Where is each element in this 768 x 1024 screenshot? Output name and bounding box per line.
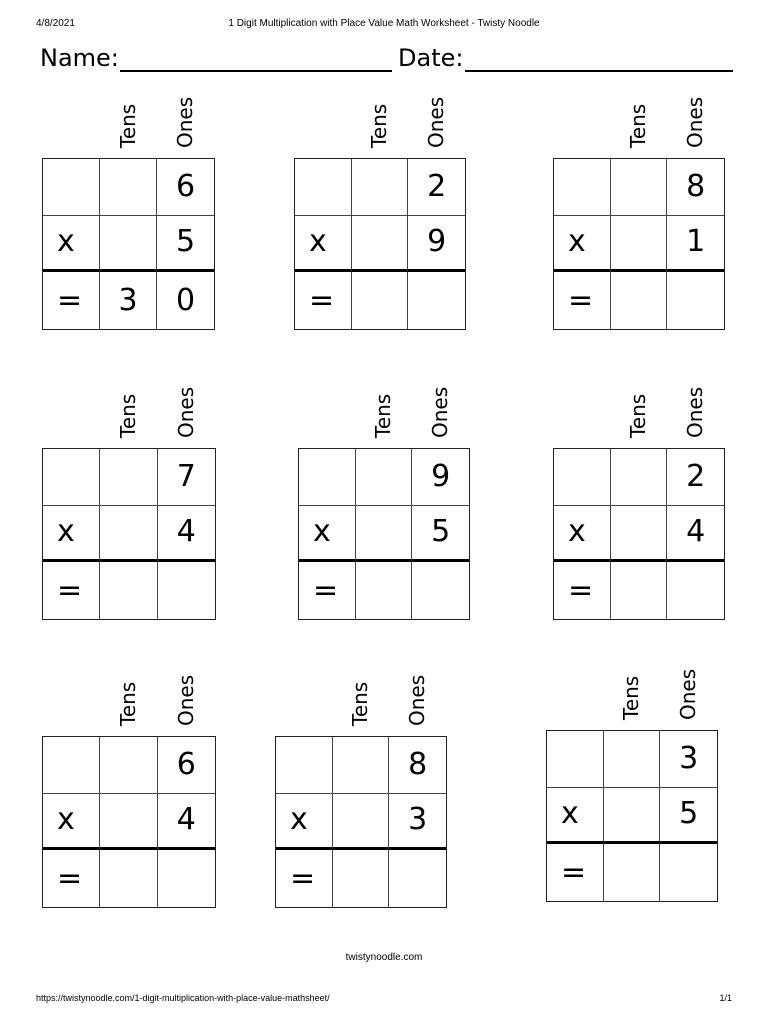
name-date-row	[40, 44, 740, 76]
empty-cell	[100, 506, 157, 563]
bottom-ones-digit: 4	[667, 506, 724, 563]
top-ones-digit: 8	[389, 737, 446, 794]
empty-cell	[547, 731, 604, 788]
answer-tens-cell[interactable]	[604, 844, 661, 901]
answer-ones-cell[interactable]	[408, 272, 465, 329]
empty-cell	[43, 449, 100, 506]
equals-sign: =	[554, 562, 611, 619]
ones-column-label: Ones	[424, 96, 449, 148]
place-value-table	[298, 448, 470, 620]
tens-column-label: Tens	[371, 393, 395, 438]
empty-cell	[611, 159, 668, 216]
empty-cell	[295, 159, 352, 216]
empty-cell	[43, 159, 100, 216]
place-value-table	[275, 736, 447, 908]
empty-cell	[604, 788, 661, 845]
ones-column-label: Ones	[683, 96, 708, 148]
page-title: 1 Digit Multiplication with Place Value Math Worksheet - Twisty Noodle	[228, 18, 540, 29]
answer-tens-cell[interactable]	[611, 272, 668, 329]
empty-cell	[352, 216, 409, 273]
equals-sign: =	[43, 272, 100, 329]
name-label: Name:	[40, 44, 119, 72]
empty-cell	[554, 449, 611, 506]
empty-cell	[100, 159, 157, 216]
ones-column-label: Ones	[173, 96, 198, 148]
date-label: Date:	[398, 44, 464, 72]
empty-cell	[100, 216, 157, 273]
answer-ones-cell[interactable]	[660, 844, 717, 901]
ones-column-label: Ones	[676, 668, 701, 720]
equals-sign: =	[43, 562, 100, 619]
tens-column-label: Tens	[115, 103, 140, 148]
top-ones-digit: 9	[412, 449, 469, 506]
equals-sign: =	[276, 850, 333, 907]
equals-sign: =	[43, 850, 100, 907]
answer-ones-cell[interactable]	[667, 272, 724, 329]
tens-column-label: Tens	[116, 393, 140, 438]
print-date: 4/8/2021	[36, 18, 75, 29]
empty-cell	[100, 737, 157, 794]
empty-cell	[554, 159, 611, 216]
tens-column-label: Tens	[626, 103, 650, 148]
bottom-ones-digit: 9	[408, 216, 465, 273]
empty-cell	[352, 159, 409, 216]
footer-url: https://twistynoodle.com/1-digit-multiplication-with-place-value-mathsheet/	[36, 993, 330, 1003]
tens-column-label: Tens	[116, 681, 140, 726]
top-ones-digit: 2	[408, 159, 465, 216]
empty-cell	[43, 737, 100, 794]
times-sign: x	[554, 506, 611, 563]
answer-ones-cell[interactable]	[667, 562, 724, 619]
answer-tens-cell[interactable]	[333, 850, 390, 907]
tens-column-label: Tens	[367, 103, 391, 148]
answer-ones-cell[interactable]	[412, 562, 469, 619]
empty-cell	[333, 794, 390, 851]
bottom-ones-digit: 5	[660, 788, 717, 845]
answer-tens-cell[interactable]	[352, 272, 409, 329]
place-value-table	[294, 158, 466, 330]
empty-cell	[356, 449, 413, 506]
bottom-ones-digit: 4	[158, 794, 215, 851]
empty-cell	[604, 731, 661, 788]
empty-cell	[276, 737, 333, 794]
place-value-table	[42, 736, 216, 908]
bottom-ones-digit: 5	[157, 216, 214, 273]
equals-sign: =	[554, 272, 611, 329]
ones-column-label: Ones	[428, 386, 453, 438]
place-value-table	[546, 730, 718, 902]
equals-sign: =	[299, 562, 356, 619]
empty-cell	[299, 449, 356, 506]
page-number: 1/1	[719, 993, 732, 1003]
place-value-table	[42, 158, 215, 330]
top-ones-digit: 6	[157, 159, 214, 216]
top-ones-digit: 8	[667, 159, 724, 216]
ones-column-label: Ones	[174, 674, 198, 726]
empty-cell	[333, 737, 390, 794]
top-ones-digit: 2	[667, 449, 724, 506]
answer-tens-cell[interactable]	[356, 562, 413, 619]
bottom-ones-digit: 3	[389, 794, 446, 851]
name-field[interactable]	[120, 70, 392, 72]
times-sign: x	[276, 794, 333, 851]
answer-tens-cell[interactable]	[100, 562, 157, 619]
times-sign: x	[299, 506, 356, 563]
tens-column-label: Tens	[619, 675, 643, 720]
times-sign: x	[554, 216, 611, 273]
answer-tens-cell[interactable]: 3	[100, 272, 157, 329]
equals-sign: =	[547, 844, 604, 901]
empty-cell	[100, 449, 157, 506]
times-sign: x	[43, 794, 100, 851]
place-value-table	[42, 448, 216, 620]
top-ones-digit: 6	[158, 737, 215, 794]
answer-ones-cell[interactable]	[158, 562, 215, 619]
ones-column-label: Ones	[683, 386, 708, 438]
empty-cell	[100, 794, 157, 851]
place-value-table	[553, 448, 725, 620]
empty-cell	[611, 449, 668, 506]
tens-column-label: Tens	[348, 681, 372, 726]
empty-cell	[611, 216, 668, 273]
answer-tens-cell[interactable]	[611, 562, 668, 619]
bottom-ones-digit: 5	[412, 506, 469, 563]
ones-column-label: Ones	[174, 386, 198, 438]
top-ones-digit: 7	[158, 449, 215, 506]
answer-tens-cell[interactable]	[100, 850, 157, 907]
answer-ones-cell[interactable]	[158, 850, 215, 907]
answer-ones-cell[interactable]	[389, 850, 446, 907]
empty-cell	[611, 506, 668, 563]
empty-cell	[356, 506, 413, 563]
answer-ones-cell[interactable]: 0	[175, 282, 196, 318]
times-sign: x	[43, 506, 100, 563]
top-ones-digit: 3	[660, 731, 717, 788]
footer-site: twistynoodle.com	[345, 952, 423, 963]
tens-column-label: Tens	[626, 393, 650, 438]
times-sign: x	[547, 788, 604, 845]
times-sign: x	[43, 216, 100, 273]
bottom-ones-digit: 4	[158, 506, 215, 563]
times-sign: x	[295, 216, 352, 273]
place-value-table	[553, 158, 725, 330]
equals-sign: =	[295, 272, 352, 329]
ones-column-label: Ones	[405, 674, 430, 726]
bottom-ones-digit: 1	[667, 216, 724, 273]
date-field[interactable]	[465, 70, 733, 72]
